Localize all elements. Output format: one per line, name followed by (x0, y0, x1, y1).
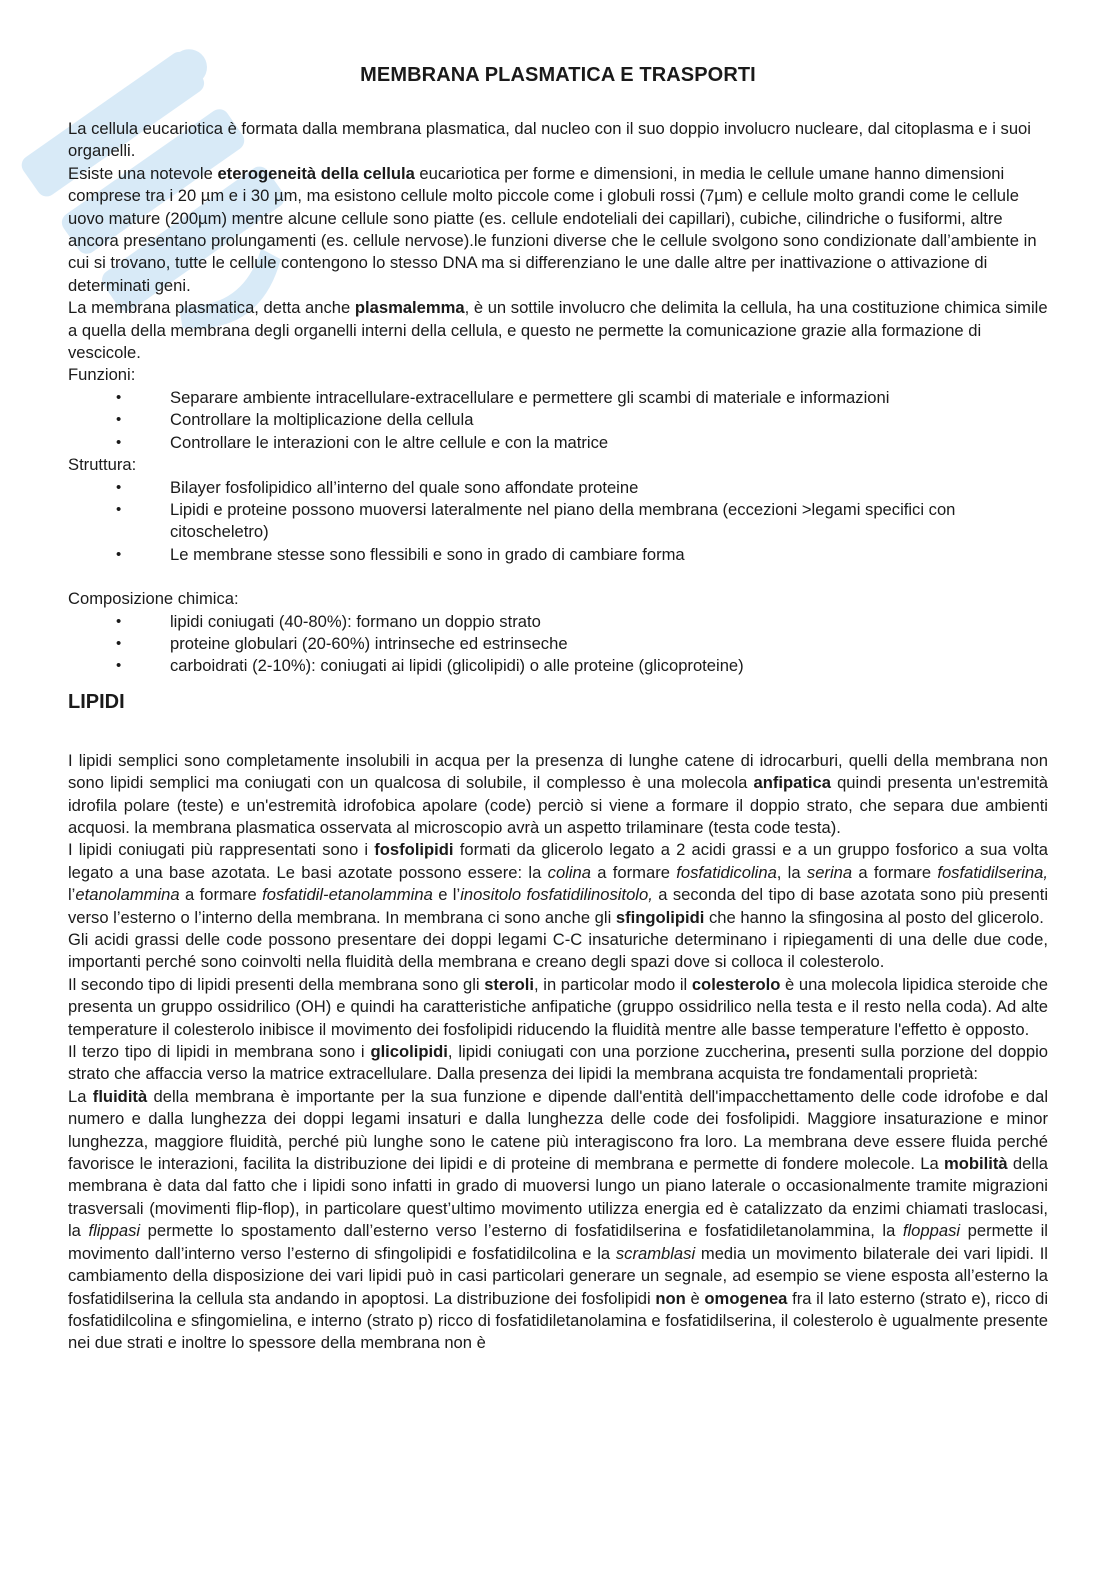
list-item: • Bilayer fosfolipidico all’interno del quale sono affondate proteine (68, 477, 1048, 499)
list-item: • Lipidi e proteine possono muoversi lateralmente nel piano della membrana (eccezioni >legami specifici con citoscheletro) (68, 499, 1048, 544)
list-item: • Le membrane stesse sono flessibili e sono in grado di cambiare forma (68, 544, 1048, 566)
page-title: MEMBRANA PLASMATICA E TRASPORTI (360, 64, 756, 86)
lipidi-paragraph-6: La fluidità della membrana è importante per la sua funzione e dipende dall'entità dell'impacchettamento delle code idrofobe e dal numero e dalla lunghezza dei doppi legami insaturi e dalla lunghezza delle code dei fosfolipidi. Maggiore insaturazione e minor lunghezza, maggiore fluidità, perché più lunghe sono le catene più interagiscono fra loro. La membrana deve essere fluida perché favorisce le interazioni, facilita la distribuzione dei lipidi e di proteine di membrana e permette di fondere molecole. La mobilità della membrana è data dal fatto che i lipidi sono infatti in grado di muoversi lungo un piano laterale o occasionalmente tramite migrazioni trasversali (movimenti flip-flop), in particolare quest’ultimo movimento utilizza energia ed è catalizzato da enzimi chiamati traslocasi, la flippasi permette lo spostamento dall’esterno verso l’esterno di fosfatidilserina e fosfatidiletanolammina, la floppasi permette il movimento dall’interno verso l’esterno di sfingolipidi e fosfatidilcolina e la scramblasi media un movimento bilaterale dei vari lipidi. Il cambiamento della disposizione dei vari lipidi può in casi particolari generare un segnale, ad esempio se viene esposta all’esterno la fosfatidilserina la cellula sta andando in apoptosi. La distribuzione dei fosfolipidi non è omogenea fra il lato esterno (strato e), ricco di fosfatidilcolina e sfingomielina, e interno (strato p) ricco di fosfatidiletanolamina e fosfatidilserina, il colesterolo è ugualmente presente nei due strati e inoltre lo spessore della membrana non è (68, 1086, 1049, 1353)
struttura-list (68, 477, 1048, 567)
lipidi-paragraph-5: Il terzo tipo di lipidi in membrana sono i glicolipidi, lipidi coniugati con una porzione zuccherina, presenti sulla porzione del doppio strato che affaccia verso la matrice extracellulare. Dalla presenza dei lipidi la membrana acquista tre fondamentali proprietà: (68, 1042, 1048, 1084)
list-item: • proteine globulari (20-60%) intrinseche ed estrinseche (68, 633, 1048, 655)
list-item: • Controllare la moltiplicazione della cellula (68, 409, 1048, 431)
struttura-label: Struttura: (68, 455, 137, 475)
list-item: • carboidrati (2-10%): coniugati ai lipidi (glicolipidi) o alle proteine (glicoproteine) (68, 655, 1048, 677)
intro-paragraph-3: La membrana plasmatica, detta anche plasmalemma, è un sottile involucro che delimita la cellula, ha una costituzione chimica simile a quella della membrana degli organelli interni della cellula, e questo ne permette la comunicazione grazie alla formazione di vescicole. (68, 298, 1048, 363)
list-item: • Controllare le interazioni con le altre cellule e con la matrice (68, 432, 1048, 454)
section-heading-lipidi: LIPIDI (68, 690, 125, 713)
list-item: • lipidi coniugati (40-80%): formano un doppio strato (68, 611, 1048, 633)
composizione-label: Composizione chimica: (68, 589, 239, 609)
funzioni-label: Funzioni: (68, 365, 136, 385)
funzioni-list (68, 387, 1048, 454)
list-item: • Separare ambiente intracellulare-extracellulare e permettere gli scambi di materiale e informazioni (68, 387, 1048, 409)
lipidi-paragraph-3: Gli acidi grassi delle code possono presentare dei doppi legami C-C insaturiche determinano i ripiegamenti di una delle due code, importanti perché sono coinvolti nella fluidità della membrana e creano degli spazi dove si colloca il colesterolo. (68, 930, 1048, 972)
document-body (68, 118, 1048, 1355)
intro-paragraph-2: Esiste una notevole eterogeneità della cellula eucariotica per forme e dimensioni, in media le cellule umane hanno dimensioni comprese tra i 20 µm e i 30 µm, ma esistono cellule molto piccole come i globuli rossi (7µm) e cellule molto grandi come le cellule uovo mature (200µm) mentre alcune cellule sono piatte (es. cellule endoteliali dei capillari), cubiche, cilindriche o fusiformi, altre ancora presentano prolungamenti (es. cellule nervose).le funzioni diverse che le cellule svolgono sono condizionate dall’ambiente in cui si trovano, tutte le cellule contengono lo stesso DNA ma si differenziano le une dalle altre per inattivazione o attivazione di determinati geni. (68, 163, 1037, 295)
lipidi-paragraph-1: I lipidi semplici sono completamente insolubili in acqua per la presenza di lunghe catene di idrocarburi, quelli della membrana non sono lipidi semplici ma coniugati con un qualcosa di solubile, il complesso è una molecola anfipatica quindi presenta un'estremità idrofila polare (teste) e un'estremità idrofobica apolare (code) perciò si viene a formare il doppio strato, che separa due ambienti acquosi. la membrana plasmatica osservata al microscopio avrà un aspetto trilaminare (testa code testa). (68, 750, 1048, 837)
intro-paragraph-1: La cellula eucariotica è formata dalla membrana plasmatica, dal nucleo con il suo doppio involucro nucleare, dal citoplasma e i suoi organelli. (68, 119, 1031, 161)
lipidi-paragraph-4: Il secondo tipo di lipidi presenti della membrana sono gli steroli, in particolar modo il colesterolo è una molecola lipidica steroide che presenta un gruppo ossidrilico (OH) e quindi ha caratteristiche anfipatiche (gruppo ossidrilico nella testa e il resto nella coda). Ad alte temperature il colesterolo inibisce il movimento dei fosfolipidi riducendo la fluidità mentre alle basse temperature l'effetto è opposto. (68, 974, 1048, 1039)
lipidi-paragraph-2: I lipidi coniugati più rappresentati sono i fosfolipidi formati da glicerolo legato a 2 acidi grassi e a un gruppo fosforico a sua volta legato a una base azotata. Le basi azotate possono essere: la colina a formare fosfatidicolina, la serina a formare fosfatidilserina, l’etanolammina a formare fosfatidil-etanolammina e l’inositolo fosfatidilinositolo, a seconda del tipo di base azotata sono più presenti verso l’esterno o l’interno della membrana. In membrana ci sono anche gli sfingolipidi che hanno la sfingosina al posto del glicerolo. (68, 840, 1049, 927)
composizione-list (68, 611, 1048, 678)
